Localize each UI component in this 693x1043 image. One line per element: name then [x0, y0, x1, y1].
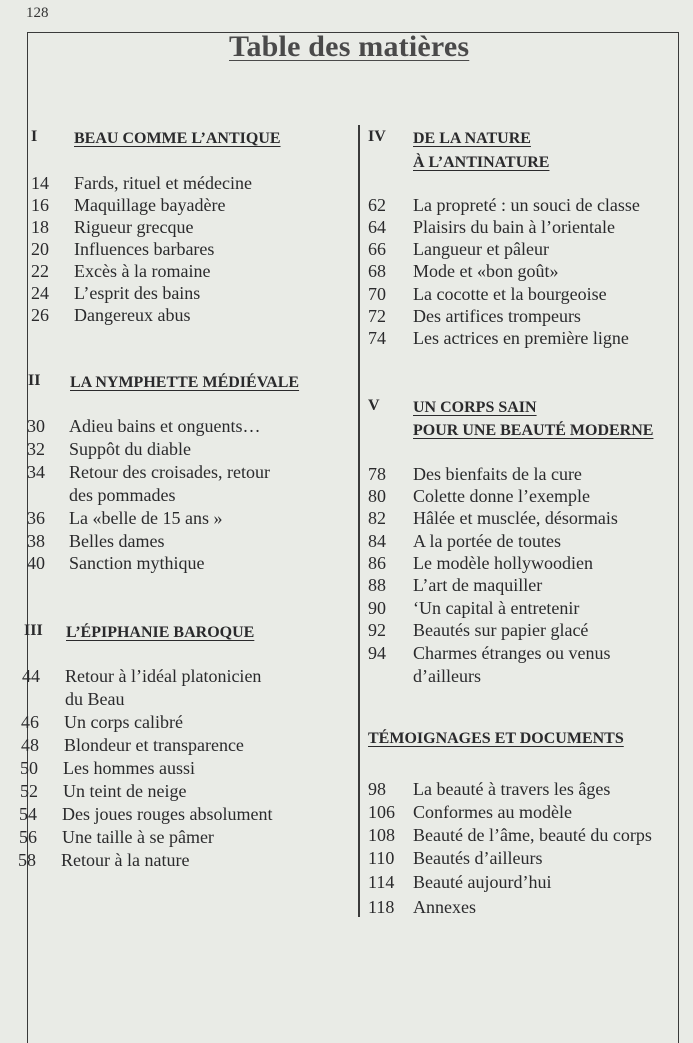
entry-title: Sanction mythique	[69, 553, 205, 573]
entry-page: 20	[31, 239, 49, 259]
chapter-title-line: POUR UNE BEAUTÉ MODERNE	[413, 422, 654, 439]
entry-page: 98	[368, 779, 386, 799]
entry-title: Retour à la nature	[61, 850, 190, 870]
entry-title: ‘Un capital à entretenir	[413, 598, 580, 618]
entry-page: 74	[368, 328, 386, 348]
entry-title: Fards, rituel et médecine	[74, 173, 252, 193]
entry-title: Des artifices trompeurs	[413, 306, 581, 326]
entry-title: Colette donne l’exemple	[413, 486, 590, 506]
entry-title: Hâlée et musclée, désormais	[413, 508, 618, 528]
entry-page: 106	[368, 802, 395, 822]
entry-title: A la portée de toutes	[413, 531, 561, 551]
entry-title: Des joues rouges absolument	[62, 804, 273, 824]
chapter-numeral: II	[28, 372, 41, 389]
entry-page: 18	[31, 217, 49, 237]
entry-title: Conformes au modèle	[413, 802, 572, 822]
entry-page: 36	[27, 508, 45, 528]
entry-title: Mode et «bon goût»	[413, 261, 559, 281]
entry-title: Suppôt du diable	[69, 439, 191, 459]
chapter-title: BEAU COMME L’ANTIQUE	[74, 130, 281, 147]
entry-page: 80	[368, 486, 386, 506]
entry-page: 22	[31, 261, 49, 281]
chapter-title: L’ÉPIPHANIE BAROQUE	[66, 624, 255, 641]
entry-page: 30	[27, 416, 45, 436]
entry-page: 48	[21, 735, 39, 755]
entry-title: Beautés d’ailleurs	[413, 848, 543, 868]
entry-page: 52	[20, 781, 38, 801]
entry-title: Annexes	[413, 897, 476, 917]
entry-title: Retour à l’idéal platonicien	[65, 666, 262, 686]
entry-title: Beauté aujourd’hui	[413, 872, 552, 892]
page-title: Table des matières	[229, 30, 470, 63]
entry-page: 82	[368, 508, 386, 528]
entry-title: Retour des croisades, retour	[69, 462, 270, 482]
entry-title: des pommades	[69, 485, 176, 505]
chapter-numeral: IV	[368, 128, 386, 145]
entry-title: Les actrices en première ligne	[413, 328, 629, 348]
entry-title: La propreté : un souci de classe	[413, 195, 640, 215]
entry-page: 56	[19, 827, 37, 847]
entry-title: d’ailleurs	[413, 666, 481, 686]
entry-title: Plaisirs du bain à l’orientale	[413, 217, 615, 237]
entry-page: 50	[20, 758, 38, 778]
entry-title: Adieu bains et onguents…	[69, 416, 261, 436]
entry-title: L’esprit des bains	[74, 283, 201, 303]
chapter-title-line: UN CORPS SAIN	[413, 399, 537, 416]
page-number: 128	[26, 5, 49, 21]
entry-title: Influences barbares	[74, 239, 215, 259]
entry-page: 90	[368, 598, 386, 618]
entry-page: 114	[368, 872, 395, 892]
entry-page: 62	[368, 195, 386, 215]
entry-page: 70	[368, 284, 386, 304]
entry-page: 14	[31, 173, 49, 193]
entry-page: 44	[22, 666, 40, 686]
entry-title: L’art de maquiller	[413, 575, 543, 595]
entry-title: Maquillage bayadère	[74, 195, 226, 215]
entry-page: 72	[368, 306, 386, 326]
entry-page: 46	[21, 712, 39, 732]
entry-page: 58	[18, 850, 36, 870]
entry-title: Une taille à se pâmer	[62, 827, 214, 847]
entry-page: 66	[368, 239, 386, 259]
entry-page: 92	[368, 620, 386, 640]
entry-title: Un teint de neige	[63, 781, 187, 801]
entry-page: 84	[368, 531, 386, 551]
entry-page: 24	[31, 283, 49, 303]
entry-page: 32	[27, 439, 45, 459]
entry-page: 54	[19, 804, 37, 824]
chapter-numeral: V	[368, 397, 380, 414]
entry-page: 78	[368, 464, 386, 484]
entry-page: 40	[27, 553, 45, 573]
entry-title: Beauté de l’âme, beauté du corps	[413, 825, 652, 845]
entry-title: Un corps calibré	[64, 712, 183, 732]
entry-page: 38	[27, 531, 45, 551]
entry-page: 86	[368, 553, 386, 573]
entry-title: Charmes étranges ou venus	[413, 643, 611, 663]
entry-title: Rigueur grecque	[74, 217, 194, 237]
entry-title: Blondeur et transparence	[64, 735, 244, 755]
chapter-title-line: À L’ANTINATURE	[413, 154, 550, 171]
entry-page: 34	[27, 462, 45, 482]
entry-title: Langueur et pâleur	[413, 239, 549, 259]
entry-title: Des bienfaits de la cure	[413, 464, 582, 484]
chapter-title-line: DE LA NATURE	[413, 130, 531, 147]
entry-title: du Beau	[65, 689, 125, 709]
entry-title: Belles dames	[69, 531, 165, 551]
entry-page: 110	[368, 848, 395, 868]
chapter-numeral: I	[31, 128, 38, 145]
column-divider	[358, 125, 360, 917]
entry-page: 108	[368, 825, 395, 845]
entry-title: Le modèle hollywoodien	[413, 553, 593, 573]
entry-page: 88	[368, 575, 386, 595]
chapter-title: LA NYMPHETTE MÉDIÉVALE	[70, 374, 300, 391]
entry-page: 68	[368, 261, 386, 281]
entry-page: 118	[368, 897, 395, 917]
entry-page: 26	[31, 305, 49, 325]
entry-page: 94	[368, 643, 386, 663]
entry-title: Beautés sur papier glacé	[413, 620, 589, 640]
section-heading-temoignages: TÉMOIGNAGES ET DOCUMENTS	[368, 730, 624, 747]
entry-title: La «belle de 15 ans »	[69, 508, 223, 528]
entry-page: 16	[31, 195, 49, 215]
chapter-numeral: III	[24, 622, 43, 639]
entry-title: La beauté à travers les âges	[413, 779, 611, 799]
entry-title: Excès à la romaine	[74, 261, 211, 281]
entry-title: La cocotte et la bourgeoise	[413, 284, 607, 304]
entry-title: Dangereux abus	[74, 305, 191, 325]
entry-page: 64	[368, 217, 386, 237]
entry-title: Les hommes aussi	[63, 758, 195, 778]
